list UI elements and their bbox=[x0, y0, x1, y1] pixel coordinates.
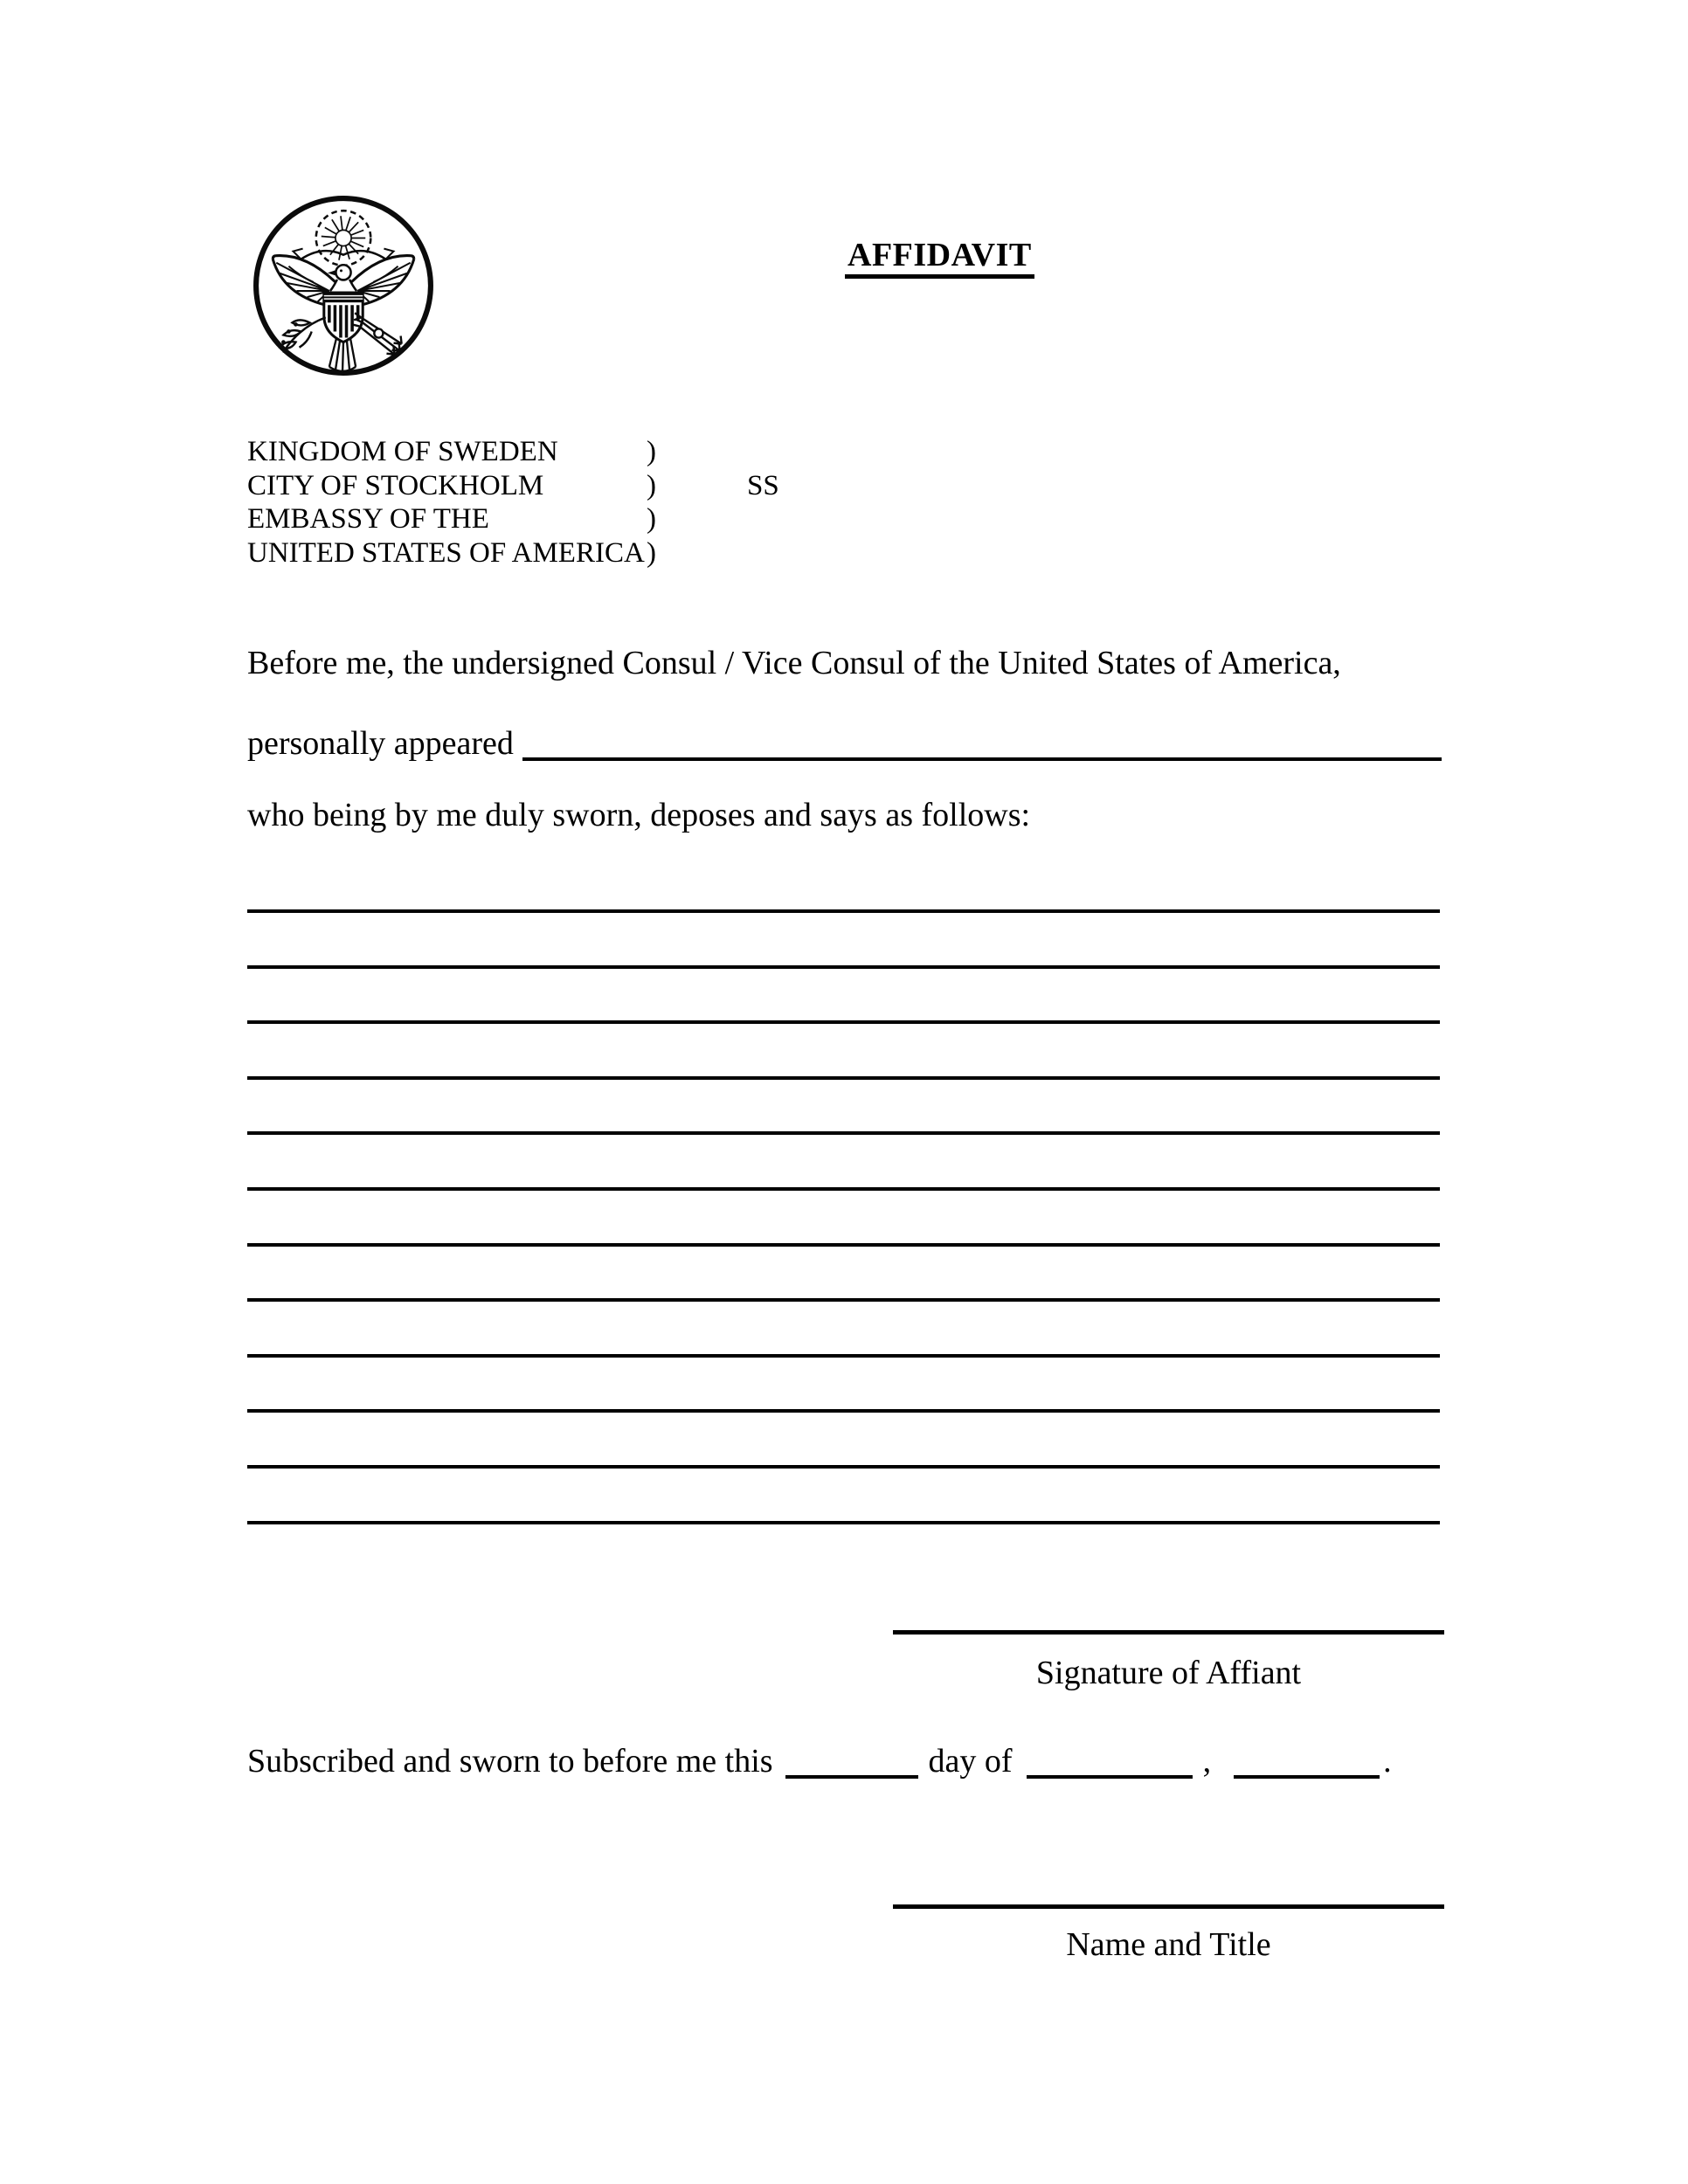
month-blank[interactable] bbox=[1027, 1775, 1193, 1779]
affiant-signature-label: Signature of Affiant bbox=[1035, 1655, 1302, 1691]
sworn-sentence bbox=[247, 1744, 1392, 1779]
deposition-line[interactable] bbox=[247, 1521, 1440, 1524]
appeared-line bbox=[247, 726, 1442, 761]
us-great-seal-icon bbox=[250, 192, 437, 379]
sworn-prefix: Subscribed and sworn to before me this bbox=[247, 1743, 773, 1780]
deposition-line[interactable] bbox=[247, 1409, 1440, 1413]
opening-line: Before me, the undersigned Consul / Vice Consul of the United States of America, bbox=[247, 645, 1341, 681]
deposition-line[interactable] bbox=[247, 1187, 1440, 1191]
deposition-line[interactable] bbox=[247, 1354, 1440, 1358]
deposition-line[interactable] bbox=[247, 965, 1440, 969]
appeared-prefix: personally appeared bbox=[247, 725, 514, 762]
sworn-comma: , bbox=[1202, 1743, 1212, 1780]
venue-paren: ) bbox=[647, 536, 656, 569]
deposition-line[interactable] bbox=[247, 909, 1440, 913]
sworn-day-of: day of bbox=[928, 1743, 1013, 1780]
venue-row bbox=[247, 435, 817, 469]
deposition-line[interactable] bbox=[247, 1298, 1440, 1302]
venue-row bbox=[247, 502, 817, 536]
sworn-intro: who being by me duly sworn, deposes and says as follows: bbox=[247, 797, 1031, 833]
venue-name: EMBASSY OF THE bbox=[247, 503, 489, 535]
deposition-line[interactable] bbox=[247, 1465, 1440, 1469]
venue-paren: ) bbox=[647, 469, 656, 501]
deposition-line[interactable] bbox=[247, 1243, 1440, 1247]
venue-name: UNITED STATES OF AMERICA bbox=[247, 536, 645, 569]
venue-paren: ) bbox=[647, 503, 656, 535]
deposition-line[interactable] bbox=[247, 1131, 1440, 1135]
affiant-signature-line[interactable] bbox=[893, 1630, 1444, 1635]
venue-name: KINGDOM OF SWEDEN bbox=[247, 436, 558, 467]
venue-paren: ) bbox=[647, 436, 656, 467]
page-title: AFFIDAVIT bbox=[845, 238, 1034, 279]
deposition-line[interactable] bbox=[247, 1020, 1440, 1024]
venue-row bbox=[247, 469, 817, 503]
appeared-name-blank[interactable] bbox=[522, 757, 1442, 761]
day-blank[interactable] bbox=[785, 1775, 918, 1779]
venue-name: CITY OF STOCKHOLM bbox=[247, 469, 544, 501]
venue-block bbox=[247, 435, 817, 570]
sworn-period: . bbox=[1383, 1743, 1392, 1780]
venue-row bbox=[247, 536, 817, 570]
name-title-label: Name and Title bbox=[1066, 1926, 1271, 1963]
venue-ss: SS bbox=[747, 469, 779, 501]
deposition-line[interactable] bbox=[247, 1076, 1440, 1080]
year-blank[interactable] bbox=[1234, 1775, 1380, 1779]
name-title-line[interactable] bbox=[893, 1904, 1444, 1909]
deposition-lines bbox=[247, 909, 1440, 1576]
